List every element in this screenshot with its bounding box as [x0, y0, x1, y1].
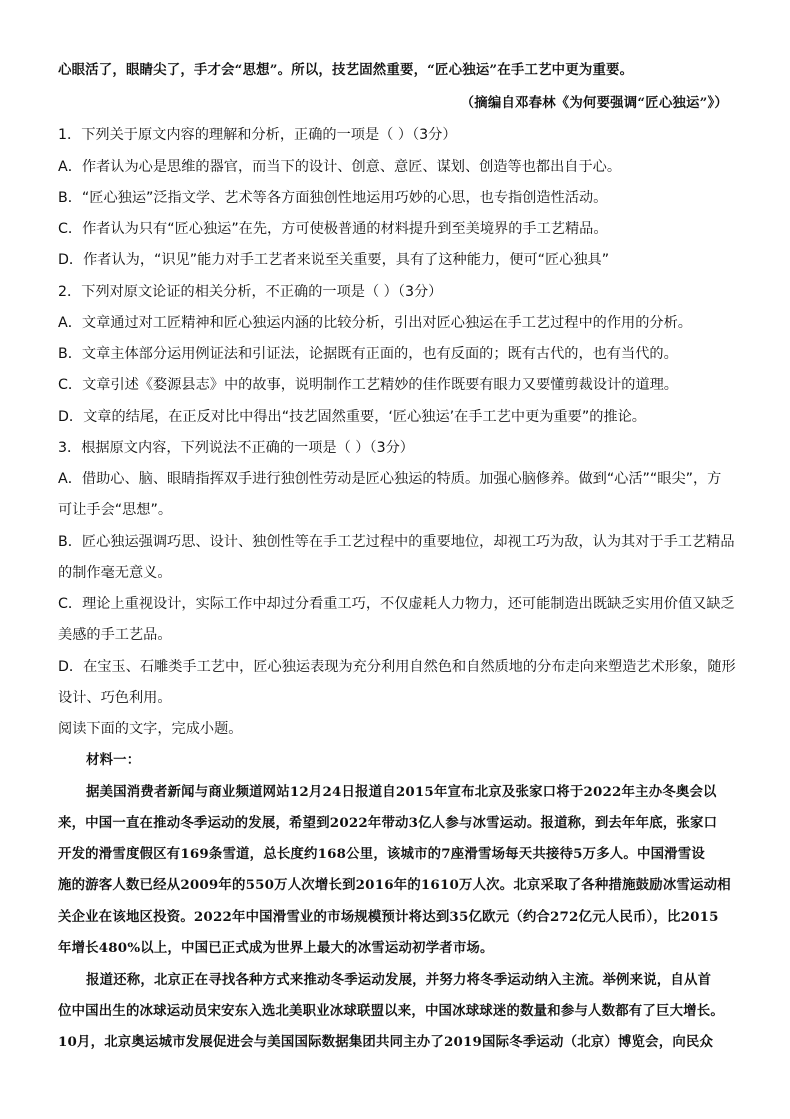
question-2-option-a: A．文章通过对工匠精神和匠心独运内涵的比较分析，引出对匠心独运在手工艺过程中的作用的分析。 — [58, 315, 692, 331]
question-3-option-a-line-1: A．借助心、脑、眼睛指挥双手进行独创性劳动是匠心独运的特质。加强心脑修养。做到“心活”“眼尖”，方 — [58, 471, 722, 487]
reading-instruction: 阅读下面的文字，完成小题。 — [58, 721, 243, 737]
passage-source: （摘编自邓春林《为何要强调“匠心独运”》） — [460, 95, 728, 111]
question-3-option-c-line-2: 美感的手工艺品。 — [58, 627, 172, 643]
material-paragraph-1-line-2: 来，中国一直在推动冬季运动的发展，希望到2022年带动3亿人参与冰雪运动。报道称，到去年年底，张家口 — [58, 815, 718, 831]
question-1-option-a: A．作者认为心是思维的器官，而当下的设计、创意、意匠、谋划、创造等也都出自于心。 — [58, 159, 622, 175]
question-1-option-c: C．作者认为只有“匠心独运”在先，方可使极普通的材料提升到至美境界的手工艺精品。 — [58, 221, 608, 237]
question-3-option-a-line-2: 可让手会“思想”。 — [58, 502, 173, 518]
question-1-option-b: B．“匠心独运”泛指文学、艺术等各方面独创性地运用巧妙的心思，也专指创造性活动。 — [58, 190, 608, 206]
question-3-option-d-line-2: 设计、巧色利用。 — [58, 690, 172, 706]
material-paragraph-1-line-6: 年增长480%以上，中国已正式成为世界上最大的冰雪运动初学者市场。 — [58, 940, 494, 956]
question-1-stem: 1．下列关于原文内容的理解和分析，正确的一项是（ ）（3分） — [58, 127, 457, 143]
material-heading: 材料一： — [86, 752, 141, 768]
question-2-option-c: C．文章引述《婺源县志》中的故事，说明制作工艺精妙的佳作既要有眼力又要懂剪裁设计的道理。 — [58, 377, 678, 393]
question-3-option-c-line-1: C．理论上重视设计，实际工作中却过分看重工巧，不仅虚耗人力物力，还可能制造出既缺乏实用价值又缺乏 — [58, 596, 735, 612]
material-paragraph-2-line-2: 位中国出生的冰球运动员宋安东入选北美职业冰球联盟以来，中国冰球球迷的数量和参与人数都有了巨大增长。 — [58, 1003, 724, 1019]
question-3-option-d-line-1: D．在宝玉、石雕类手工艺中，匠心独运表现为充分利用自然色和自然质地的分布走向来塑造艺术形象，随形 — [58, 659, 736, 675]
material-paragraph-1-line-1: 据美国消费者新闻与商业频道网站12月24日报道自2015年宣布北京及张家口将于2022年主办冬奥会以 — [86, 784, 717, 800]
question-2-stem: 2．下列对原文论证的相关分析，不正确的一项是（ ）（3分） — [58, 284, 443, 300]
material-paragraph-1-line-4: 施的游客人数已经从2009年的550万人次增长到2016年的1610万人次。北京采取了各种措施鼓励冰雪运动相 — [58, 877, 731, 893]
material-paragraph-1-line-3: 开发的滑雪度假区有169条雪道，总长度约168公里，该城市的7座滑雪场每天共接待5万多人。中国滑雪设 — [58, 846, 705, 862]
question-2-option-d: D．文章的结尾，在正反对比中得出“技艺固然重要，‘匠心独运’在手工艺中更为重要”的推论。 — [58, 409, 646, 425]
material-paragraph-1-line-5: 关企业在该地区投资。2022年中国滑雪业的市场规模预计将达到35亿欧元（约合272亿元人民币），比2015 — [58, 909, 719, 925]
material-paragraph-2-line-3: 10月，北京奥运城市发展促进会与美国国际数据集团共同主办了2019国际冬季运动（北京）博览会，向民众 — [58, 1034, 714, 1050]
question-3-option-b-line-1: B．匠心独运强调巧思、设计、独创性等在手工艺过程中的重要地位，却视工巧为敌，认为其对于手工艺精品 — [58, 534, 735, 550]
question-3-option-b-line-2: 的制作毫无意义。 — [58, 565, 172, 581]
passage-tail-line: 心眼活了，眼睛尖了，手才会“思想”。所以，技艺固然重要，“匠心独运”在手工艺中更为重要。 — [58, 62, 634, 78]
question-2-option-b: B．文章主体部分运用例证法和引证法，论据既有正面的，也有反面的；既有古代的，也有当代的。 — [58, 346, 678, 362]
material-paragraph-2-line-1: 报道还称，北京正在寻找各种方式来推动冬季运动发展，并努力将冬季运动纳入主流。举例来说，自从首 — [86, 972, 712, 988]
question-1-option-d: D．作者认为，“识见”能力对手工艺者来说至关重要，具有了这种能力，便可“匠心独具” — [58, 252, 610, 268]
question-3-stem: 3．根据原文内容，下列说法不正确的一项是（ ）（3分） — [58, 440, 414, 456]
